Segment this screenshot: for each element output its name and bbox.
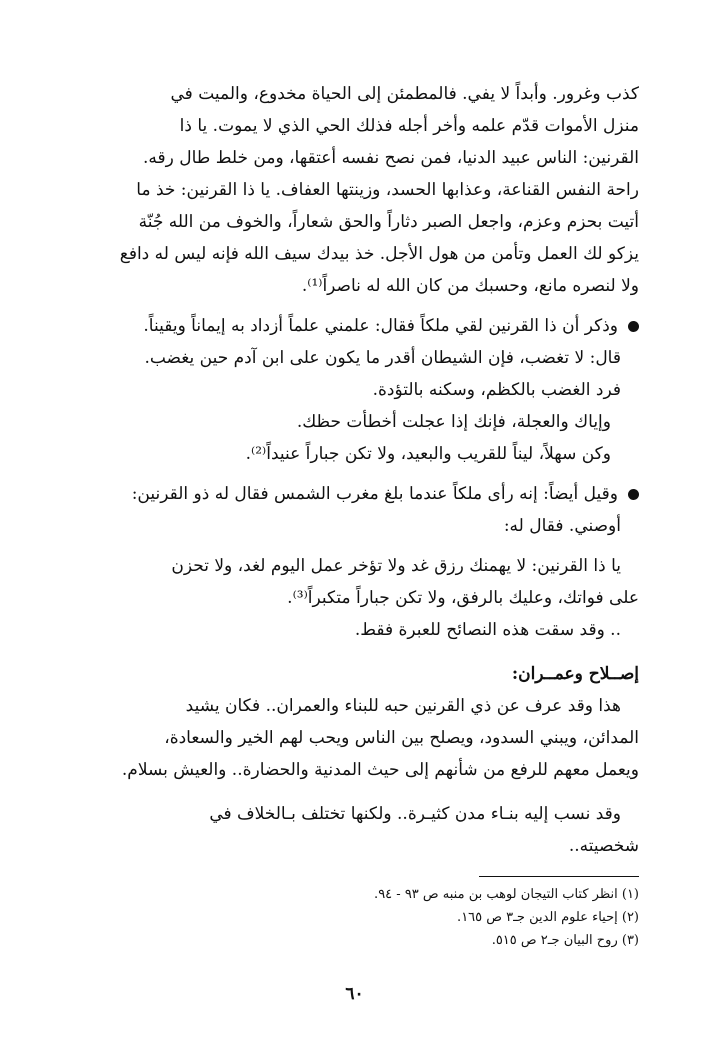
text-line: منزل الأموات قدّم علمه وأخر أجله فذلك الحي الذي لا يموت. يا ذا [179,116,639,136]
footnote-divider [479,876,639,877]
text-line: هذا وقد عرف عن ذي القرنين حبه للبناء والعمران.. فكان يشيد [185,696,621,716]
verse-line: وكن سهلاً، ليناً للقريب والبعيد، ولا تكن جباراً عنيداً⁽²⁾. [245,444,611,464]
footnote: (٣) روح البيان جـ٢ ص ٥١٥. [491,933,639,948]
text-line: وقد نسب إليه بنـاء مدن كثيـرة.. ولكنها تختلف بـالخلاف في [209,804,621,824]
text-line: ولا لنصره مانع، وحسبك من كان الله له ناصراً⁽¹⁾. [301,276,639,296]
text-line: وذكر أن ذا القرنين لقي ملكاً فقال: علمني علماً أزداد به إيماناً ويقيناً. [143,316,618,336]
text-line: على فواتك، وعليك بالرفق، ولا تكن جباراً متكبراً⁽³⁾. [287,588,639,608]
footnotes [70,876,639,952]
page-number: ٦٠ [345,984,364,1004]
text-line: القرنين: الناس عبيد الدنيا، فمن نصح نفسه أعتقها، ومن خلط طال رقه. [143,148,639,168]
text-line: شخصيته.. [568,836,639,856]
bullet-paragraph [70,478,639,510]
text-line: كذب وغرور. وأبداً لا يفي. فالمطمئن إلى الحياة مخدوع، والميت في [170,84,639,104]
text-line: ويعمل معهم للرفع من شأنهم إلى حيث المدنية والحضارة.. والعيش بسلام. [121,760,639,780]
bullet-icon [628,489,639,500]
footnote: (٢) إحياء علوم الدين جـ٣ ص ١٦٥. [457,910,639,925]
text-line: قال: لا تغضب، فإن الشيطان أقدر ما يكون على ابن آدم حين يغضب. [144,348,621,368]
text-line: أتيت بحزم وعزم، واجعل الصبر دثاراً والحق شعاراً، والخوف من الله جُنّة [138,212,639,232]
text-line: راحة النفس القناعة، وعذابها الحسد، وزينتها العفاف. يا ذا القرنين: خذ ما [136,180,639,200]
text-line: المدائن، ويبني السدود، ويصلح بين الناس ويحب لهم الخير والسعادة، [164,728,639,748]
text-line: يزكو لك العمل وتأمن من هول الأجل. خذ بيدك سيف الله فإنه ليس له دافع [119,244,639,264]
text-line: فرد الغضب بالكظم، وسكنه بالتؤدة. [372,380,621,400]
section-heading: إصــلاح وعمــران: [511,664,639,684]
text-line: .. وقد سقت هذه النصائح للعبرة فقط. [354,620,621,640]
verse-line: وإياك والعجلة، فإنك إذا عجلت أخطأت حظك. [296,412,611,432]
text-line: أوصني. فقال له: [503,516,621,536]
bullet-icon [628,321,639,332]
bullet-paragraph [70,310,639,342]
footnote: (١) انظر كتاب التيجان لوهب بن منبه ص ٩٣ - ٩٤. [374,887,639,902]
text-line: وقيل أيضاً: إنه رأى ملكاً عندما بلغ مغرب الشمس فقال له ذو القرنين: [131,484,618,504]
main-text [70,78,639,862]
text-line: يا ذا القرنين: لا يهمنك رزق غد ولا تؤخر عمل اليوم لغد، ولا تحزن [171,556,621,576]
